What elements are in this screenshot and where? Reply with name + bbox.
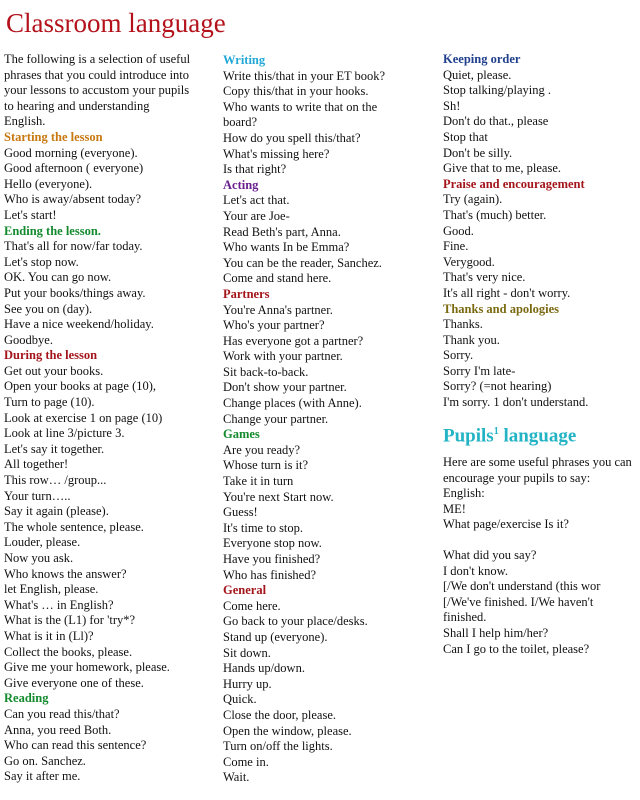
phrase-line: Who wants In be Emma? (223, 240, 350, 255)
section-heading-reading: Reading (4, 691, 49, 706)
pupils-heading-rest: language (498, 424, 577, 446)
phrase-line: Hands up/down. (223, 661, 305, 676)
phrase-line: Let's say it together. (4, 441, 105, 456)
phrase-line: Open your books at page (10), (4, 379, 157, 394)
section-list-order (443, 68, 639, 177)
phrase-line: Who knows the answer? (4, 566, 127, 581)
phrase-line: Have you finished? (223, 552, 321, 566)
section-heading-order: Keeping order (443, 52, 521, 66)
phrase-line: OK. You can go now. (4, 270, 112, 285)
phrase-line: Louder, please. (4, 535, 81, 550)
pupils-spacer (443, 533, 639, 548)
section-list-during (4, 364, 214, 691)
section-list-ending (4, 239, 214, 348)
section-heading-ending: Ending the lesson. (4, 223, 101, 238)
phrase-line: Come in. (223, 754, 269, 769)
phrase-line: Good afternoon ( everyone) (4, 161, 144, 176)
phrase-line: Change your partner. (223, 411, 329, 426)
phrase-line: Don't show your partner. (223, 380, 347, 395)
phrase-line: Whose turn is it? (223, 458, 309, 473)
phrase-line: Let's start! (4, 207, 57, 222)
phrase-line: Sh! (443, 98, 461, 113)
phrase-line: Now you ask. (4, 551, 74, 565)
phrase-line: Sorry I'm late- (443, 363, 516, 378)
phrase-line: Go on. Sanchez. (4, 753, 86, 768)
phrase-line: Come here. (223, 598, 281, 613)
phrase-line: You can be the reader, Sanchez. (223, 255, 382, 270)
column-left (4, 52, 214, 785)
phrase-line: Who wants to write that on the (223, 99, 378, 114)
phrase-line: Goodbye. (4, 332, 53, 347)
phrase-line: Sit back-to-back. (223, 364, 309, 379)
intro-line: your lessons to accustom your pupils (4, 83, 190, 98)
phrase-line: How do you spell this/that? (223, 130, 361, 145)
phrase-line: Let's stop now. (4, 254, 79, 269)
phrase-line: Hello (everyone). (4, 176, 93, 191)
section-heading-acting: Acting (223, 177, 259, 192)
phrase-line: What is it in (Ll)? (4, 628, 94, 643)
phrase-line: Hurry up. (223, 676, 272, 691)
phrase-line: Give me your homework, please. (4, 660, 170, 675)
section-heading-games: Games (223, 427, 260, 442)
section-heading-writing: Writing (223, 53, 266, 67)
phrase-line: Give everyone one of these. (4, 675, 144, 690)
section-list-reading (4, 707, 214, 785)
section-list-acting (223, 193, 435, 287)
phrase-line: This row… /group... (4, 473, 107, 488)
phrase-line: Fine. (443, 239, 469, 254)
phrase-line: That's all for now/far today. (4, 239, 143, 254)
column-right (443, 52, 639, 657)
phrase-line: That's (much) better. (443, 207, 547, 222)
section-heading-general: General (223, 583, 267, 598)
phrase-line: Say it after me. (4, 769, 81, 784)
pupils-list-2 (443, 548, 639, 657)
phrase-line: Change places (with Anne). (223, 396, 362, 411)
phrase-line: Everyone stop now. (223, 536, 322, 551)
phrase-line: It's time to stop. (223, 520, 304, 535)
phrase-line: [/We've finished. I/We haven't (443, 594, 594, 609)
phrase-line: Shall I help him/her? (443, 625, 549, 640)
phrase-line: Look at exercise 1 on page (10) (4, 410, 163, 425)
phrase-line: What's missing here? (223, 146, 330, 161)
phrase-line: ME! (443, 501, 466, 516)
section-list-partners (223, 303, 435, 428)
section-heading-during: During the lesson (4, 348, 98, 363)
phrase-line: Stop talking/playing . (443, 83, 551, 98)
intro-paragraph (4, 52, 214, 130)
intro-line: English. (4, 114, 46, 129)
phrase-line: Turn to page (10). (4, 395, 95, 410)
phrase-line: Put your books/things away. (4, 285, 146, 300)
section-list-general (223, 599, 435, 786)
page-title: Classroom language (6, 8, 226, 38)
phrase-line: Give that to me, please. (443, 161, 562, 176)
phrase-line: Let's act that. (223, 193, 290, 208)
phrase-line: Has everyone got a partner? (223, 333, 364, 348)
pupils-list-1 (443, 502, 639, 533)
pupils-intro (443, 455, 639, 502)
phrase-line: Copy this/that in your hooks. (223, 84, 369, 99)
phrase-line: Sorry? (=not hearing) (443, 379, 552, 394)
phrase-line: Don't be silly. (443, 145, 513, 160)
phrase-line: English: (443, 486, 485, 501)
pupils-language-heading (443, 420, 639, 448)
section-list-starting (4, 146, 214, 224)
phrase-line: I'm sorry. 1 don't understand. (443, 395, 589, 410)
phrase-line: Wait. (223, 770, 250, 785)
phrase-line: Read Beth's part, Anna. (223, 224, 341, 239)
section-heading-partners: Partners (223, 286, 270, 301)
phrase-line: Verygood. (443, 254, 495, 269)
intro-line: to hearing and understanding (4, 98, 150, 113)
phrase-line: Collect the books, please. (4, 644, 133, 659)
phrase-line: Who is away/absent today? (4, 192, 142, 207)
section-heading-praise: Praise and encouragement (443, 176, 585, 191)
phrase-line: It's all right - don't worry. (443, 285, 571, 300)
section-heading-starting: Starting the lesson (4, 129, 103, 144)
phrase-line: All together! (4, 457, 69, 472)
phrase-line: Say it again (please). (4, 504, 109, 519)
phrase-line: Who has finished? (223, 567, 317, 582)
phrase-line: You're Anna's partner. (223, 302, 333, 317)
phrase-line: What page/exercise Is it? (443, 517, 569, 532)
pupils-heading-main: Pupils (443, 424, 494, 446)
phrase-line: Who's your partner? (223, 318, 325, 333)
phrase-line: See you on (day). (4, 301, 93, 316)
phrase-line: Try (again). (443, 192, 503, 207)
phrase-line: Can I go to the toilet, please? (443, 641, 590, 656)
phrase-line: Don't do that., please (443, 114, 549, 129)
phrase-line: Are you ready? (223, 442, 301, 457)
phrase-line: Anna, you reed Both. (4, 722, 112, 737)
phrase-line: Quick. (223, 692, 257, 707)
phrase-line: Who can read this sentence? (4, 738, 147, 753)
phrase-line: Sorry. (443, 348, 474, 363)
phrase-line: Stop that (443, 129, 488, 144)
pupils-heading-footnote: 1 (493, 425, 499, 437)
phrase-line: Open the window, please. (223, 723, 352, 738)
intro-line: phrases that you could introduce into (4, 67, 190, 82)
phrase-line: Look at line 3/picture 3. (4, 426, 125, 441)
phrase-line: encourage your pupils to say: (443, 470, 591, 485)
phrase-line: Work with your partner. (223, 349, 343, 364)
phrase-line: Here are some useful phrases you can (443, 454, 632, 469)
phrase-line: Guess! (223, 505, 258, 520)
section-list-thanks (443, 317, 639, 411)
phrase-line: Go back to your place/desks. (223, 614, 368, 629)
phrase-line: What's … in English? (4, 597, 114, 612)
phrase-line: Turn on/off the lights. (223, 739, 333, 754)
phrase-line: Take it in turn (223, 474, 294, 489)
phrase-line: What did you say? (443, 547, 537, 562)
section-list-games (223, 443, 435, 583)
phrase-line: I don't know. (443, 563, 508, 578)
intro-line: The following is a selection of useful (4, 52, 191, 66)
section-list-writing (223, 69, 435, 178)
section-heading-thanks: Thanks and apologies (443, 301, 560, 316)
phrase-line: Quiet, please. (443, 67, 512, 82)
phrase-line: The whole sentence, please. (4, 519, 144, 534)
section-list-praise (443, 192, 639, 301)
column-middle (223, 53, 435, 786)
phrase-line: Can you read this/that? (4, 706, 120, 721)
phrase-line: [/We don't understand (this wor (443, 579, 601, 594)
phrase-line: Have a nice weekend/holiday. (4, 317, 154, 332)
phrase-line: You're next Start now. (223, 489, 334, 504)
phrase-line: Thank you. (443, 332, 500, 347)
phrase-line: Your are Joe- (223, 208, 290, 223)
phrase-line: Write this/that in your ET book? (223, 68, 386, 83)
phrase-line: Get out your books. (4, 363, 104, 378)
phrase-line: Stand up (everyone). (223, 629, 328, 644)
phrase-line: Good. (443, 223, 474, 238)
phrase-line: That's very nice. (443, 270, 526, 285)
phrase-line: Thanks. (443, 317, 483, 332)
phrase-line: finished. (443, 610, 487, 625)
phrase-line: Good morning (everyone). (4, 145, 138, 160)
phrase-line: Sit down. (223, 645, 271, 660)
phrase-line: board? (223, 115, 258, 130)
phrase-line: Your turn….. (4, 488, 71, 503)
phrase-line: Close the door, please. (223, 707, 337, 722)
phrase-line: let English, please. (4, 582, 99, 597)
phrase-line: What is the (L1) for 'try*? (4, 613, 136, 628)
phrase-line: Is that right? (223, 162, 287, 177)
phrase-line: Come and stand here. (223, 271, 332, 286)
